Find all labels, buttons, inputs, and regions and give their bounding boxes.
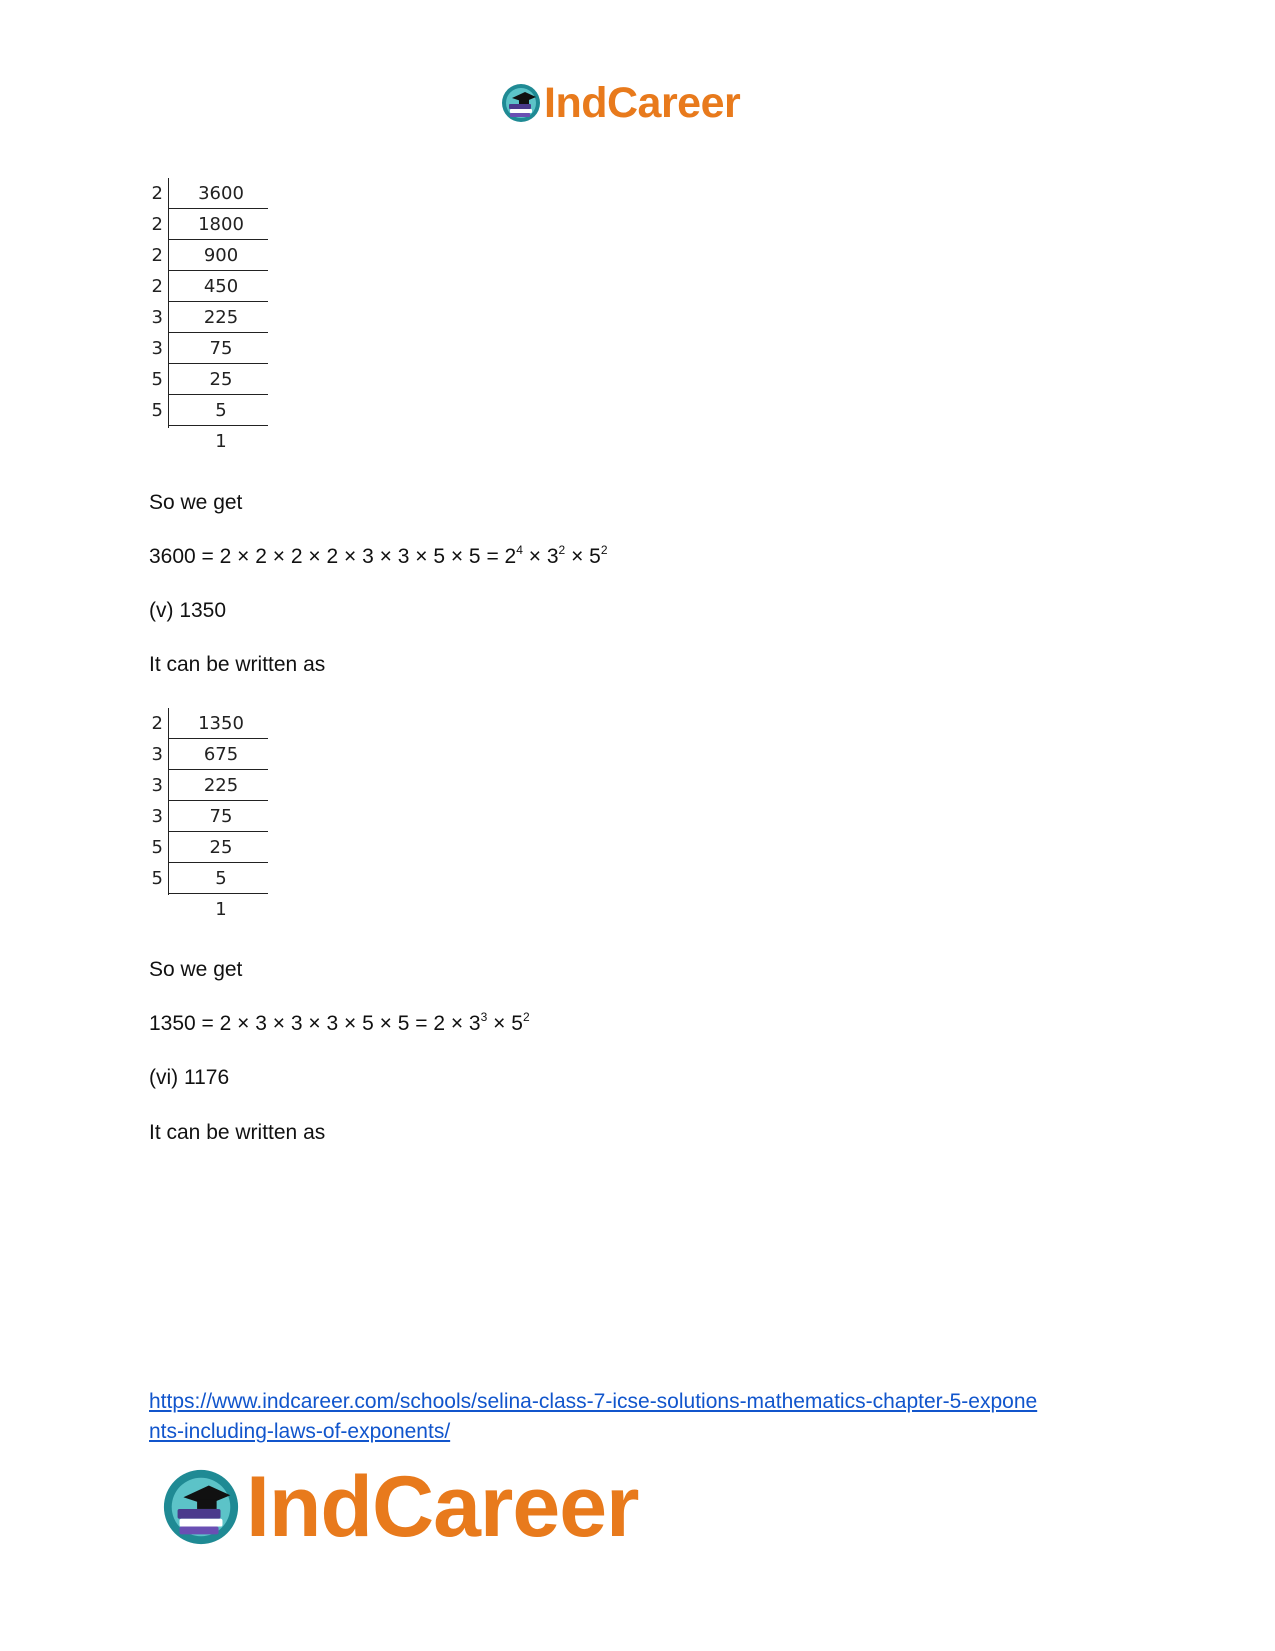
so-we-get-text-2: So we get [149, 958, 243, 981]
ladder-row [149, 863, 279, 894]
ladder-dividend: 5 [215, 868, 227, 889]
logo-globe-icon [500, 82, 542, 124]
ladder-dividend: 75 [209, 806, 233, 827]
ladder-dividend: 75 [209, 338, 233, 359]
ladder-row [149, 395, 279, 426]
ladder-remainder-row [149, 426, 279, 457]
ladder-dividend: 3600 [198, 183, 244, 204]
ladder-row [149, 801, 279, 832]
ladder-row [149, 739, 279, 770]
ladder-dividend: 25 [209, 369, 233, 390]
ladder-divisor: 3 [151, 744, 163, 765]
ladder-row [149, 271, 279, 302]
ladder-divisor: 3 [151, 338, 163, 359]
part-vi-heading: (vi) 1176 [149, 1066, 230, 1089]
ladder-dividend: 675 [203, 744, 239, 765]
ladder-divisor: 5 [151, 837, 163, 858]
ladder-row [149, 240, 279, 271]
ladder-dividend: 5 [215, 400, 227, 421]
source-url-link[interactable] [149, 1387, 1129, 1447]
ladder-row [149, 770, 279, 801]
equation-3600: $3600 = 2 \times 2 \times 2 \times 2 \times 3 \times 3 \times 5 \times 5 = 2^4 \times 3^2 \times 5^2$ [149, 543, 608, 568]
ladder-dividend: 1800 [198, 214, 244, 235]
written-as-text-2: It can be written as [149, 1121, 326, 1144]
ladder-divisor: 2 [151, 276, 163, 297]
ladder-divisor: 2 [151, 245, 163, 266]
ladder-divisor: 5 [151, 400, 163, 421]
ladder-remainder-row [149, 894, 279, 925]
ladder-divisor: 3 [151, 775, 163, 796]
ladder-divisor: 3 [151, 307, 163, 328]
footer-logo [160, 1458, 639, 1555]
so-we-get-text-1: So we get [149, 491, 243, 514]
footer-logo-text: IndCareer [246, 1458, 639, 1555]
part-v-heading: (v) 1350 [149, 599, 227, 622]
ladder-row [149, 364, 279, 395]
ladder-row [149, 333, 279, 364]
ladder-divisor: 2 [151, 214, 163, 235]
ladder-dividend: 900 [203, 245, 239, 266]
ladder-row [149, 708, 279, 739]
equation-1350: $1350 = 2 \times 3 \times 3 \times 3 \times 5 \times 5 = 2 \times 3^3 \times 5^2$ [149, 1010, 530, 1035]
ladder-row [149, 178, 279, 209]
ladder-dividend: 1350 [198, 713, 244, 734]
header-logo-text: IndCareer [544, 78, 741, 127]
source-url-line-2: nts-including-laws-of-exponents/ [149, 1420, 451, 1443]
logo-globe-icon [160, 1466, 242, 1548]
ladder-row [149, 832, 279, 863]
ladder-divisor: 2 [151, 183, 163, 204]
ladder-dividend: 225 [203, 775, 239, 796]
ladder-row [149, 302, 279, 333]
ladder-dividend: 450 [203, 276, 239, 297]
division-ladder-1350 [149, 708, 279, 928]
ladder-row [149, 209, 279, 240]
ladder-dividend: 225 [203, 307, 239, 328]
ladder-dividend: 25 [209, 837, 233, 858]
ladder-divisor: 2 [151, 713, 163, 734]
header-logo [500, 78, 740, 128]
ladder-divisor: 5 [151, 868, 163, 889]
ladder-remainder: 1 [215, 431, 227, 452]
source-url-line-1: https://www.indcareer.com/schools/selina-class-7-icse-solutions-mathematics-chapter-5-expone [149, 1390, 1038, 1413]
division-ladder-3600 [149, 178, 279, 458]
ladder-divisor: 5 [151, 369, 163, 390]
ladder-divisor: 3 [151, 806, 163, 827]
ladder-remainder: 1 [215, 899, 227, 920]
written-as-text-1: It can be written as [149, 653, 326, 676]
